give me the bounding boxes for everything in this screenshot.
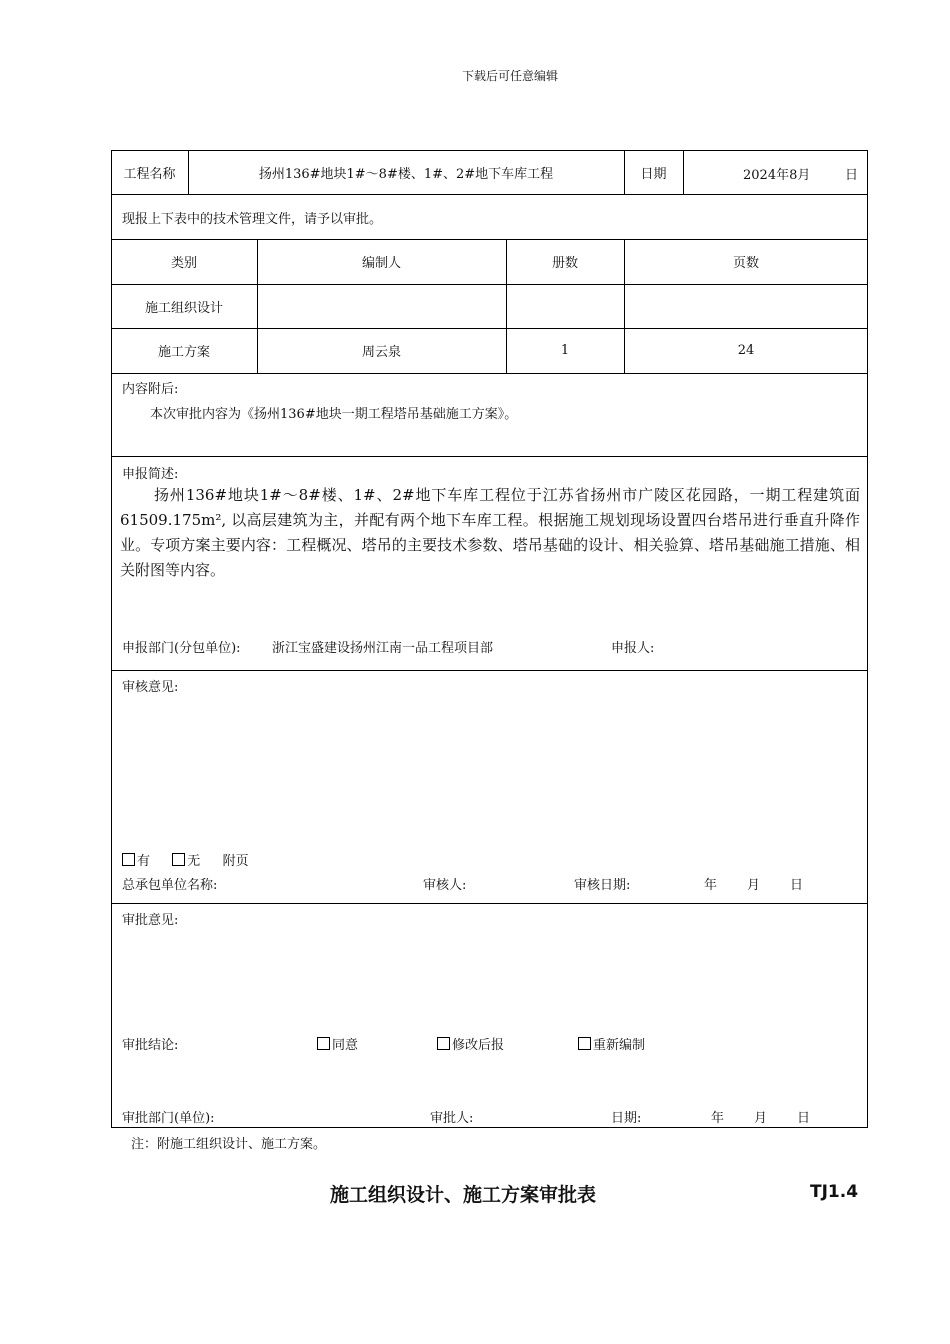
review-date-label: 审核日期: [574, 878, 631, 893]
table-row-1-author [257, 284, 506, 328]
review-contractor-label: 总承包单位名称: [122, 878, 218, 893]
attachment-content: 本次审批内容为《扬州136#地块一期工程塔吊基础施工方案》。 [150, 407, 518, 422]
summary-dept-value: 浙江宝盛建设扬州江南一品工程项目部 [272, 641, 494, 656]
approval-agree-label: 同意 [332, 1038, 359, 1053]
project-name-label: 工程名称 [123, 166, 176, 182]
summary-dept-label: 申报部门(分包单位): [122, 641, 241, 656]
col-header-category: 类别 [170, 256, 197, 271]
approval-label: 审批意见: [122, 913, 179, 928]
date-day-label: 日 [845, 168, 859, 183]
approval-agree-checkbox[interactable] [317, 1037, 330, 1050]
approval-date-label: 日期: [611, 1111, 642, 1126]
review-month-label: 月 [747, 878, 761, 893]
approval-modify-checkbox[interactable] [437, 1037, 450, 1050]
summary-applicant-label: 申报人: [611, 641, 655, 656]
review-no-label: 无 [187, 854, 201, 869]
approval-modify-label: 修改后报 [452, 1038, 505, 1053]
review-label: 审核意见: [122, 680, 179, 695]
approval-redo-checkbox[interactable] [578, 1037, 591, 1050]
table-row-2-pages: 24 [737, 343, 755, 358]
review-year-label: 年 [704, 878, 718, 893]
review-no-checkbox[interactable] [172, 853, 185, 866]
review-attach-label: 附页 [222, 854, 249, 869]
footnote: 注：附施工组织设计、施工方案。 [131, 1137, 327, 1152]
table-row-2-volumes: 1 [560, 343, 570, 358]
approval-modify-option [437, 1034, 504, 1053]
approval-day-label: 日 [797, 1111, 811, 1126]
table-row-2-category: 施工方案 [157, 345, 210, 360]
col-header-pages: 页数 [732, 256, 759, 271]
table-row-1-volumes [506, 284, 624, 328]
approval-conclusion-label: 审批结论: [122, 1038, 179, 1053]
attachment-label: 内容附后: [122, 382, 179, 397]
date-value: 2024年8月 [743, 168, 811, 183]
col-header-volumes: 册数 [551, 256, 578, 271]
summary-text: 扬州136#地块1#～8#楼、1#、2#地下车库工程位于江苏省扬州市广陵区花园路，一期工程建筑面61509.175m², 以高层建筑为主，并配有两个地下车库工程。根据施工规划现场设置四台塔吊进行垂直升降作业。专项方案主要内容：工程概况、塔吊的主要技术参数、塔吊基础的设计、相关验算、塔吊基础施工措施、相关附图等内容。 [120, 486, 860, 579]
approval-redo-option [578, 1034, 645, 1053]
form-title: 施工组织设计、施工方案审批表 [330, 1184, 597, 1206]
approval-agree-option [317, 1034, 358, 1053]
review-options [122, 850, 249, 869]
review-yes-checkbox[interactable] [122, 853, 135, 866]
approval-redo-label: 重新编制 [593, 1038, 646, 1053]
table-row-2-author: 周云泉 [361, 345, 401, 360]
review-reviewer-label: 审核人: [423, 878, 467, 893]
review-yes-label: 有 [137, 854, 151, 869]
project-name-value: 扬州136#地块1#～8#楼、1#、2#地下车库工程 [258, 166, 554, 182]
table-row-1-pages [624, 284, 868, 328]
approval-year-label: 年 [711, 1111, 725, 1126]
form-code: TJ1.4 [810, 1182, 859, 1202]
header-note: 下载后可任意编辑 [461, 69, 558, 83]
col-header-author: 编制人 [361, 256, 401, 271]
approval-month-label: 月 [754, 1111, 768, 1126]
intro-text: 现报上下表中的技术管理文件，请予以审批。 [122, 212, 383, 227]
date-label: 日期 [640, 166, 667, 182]
approval-approver-label: 审批人: [430, 1111, 474, 1126]
review-day-label: 日 [790, 878, 804, 893]
table-row-1-category: 施工组织设计 [144, 300, 223, 316]
approval-dept-label: 审批部门(单位): [122, 1111, 215, 1126]
summary-label: 申报简述: [122, 467, 179, 482]
